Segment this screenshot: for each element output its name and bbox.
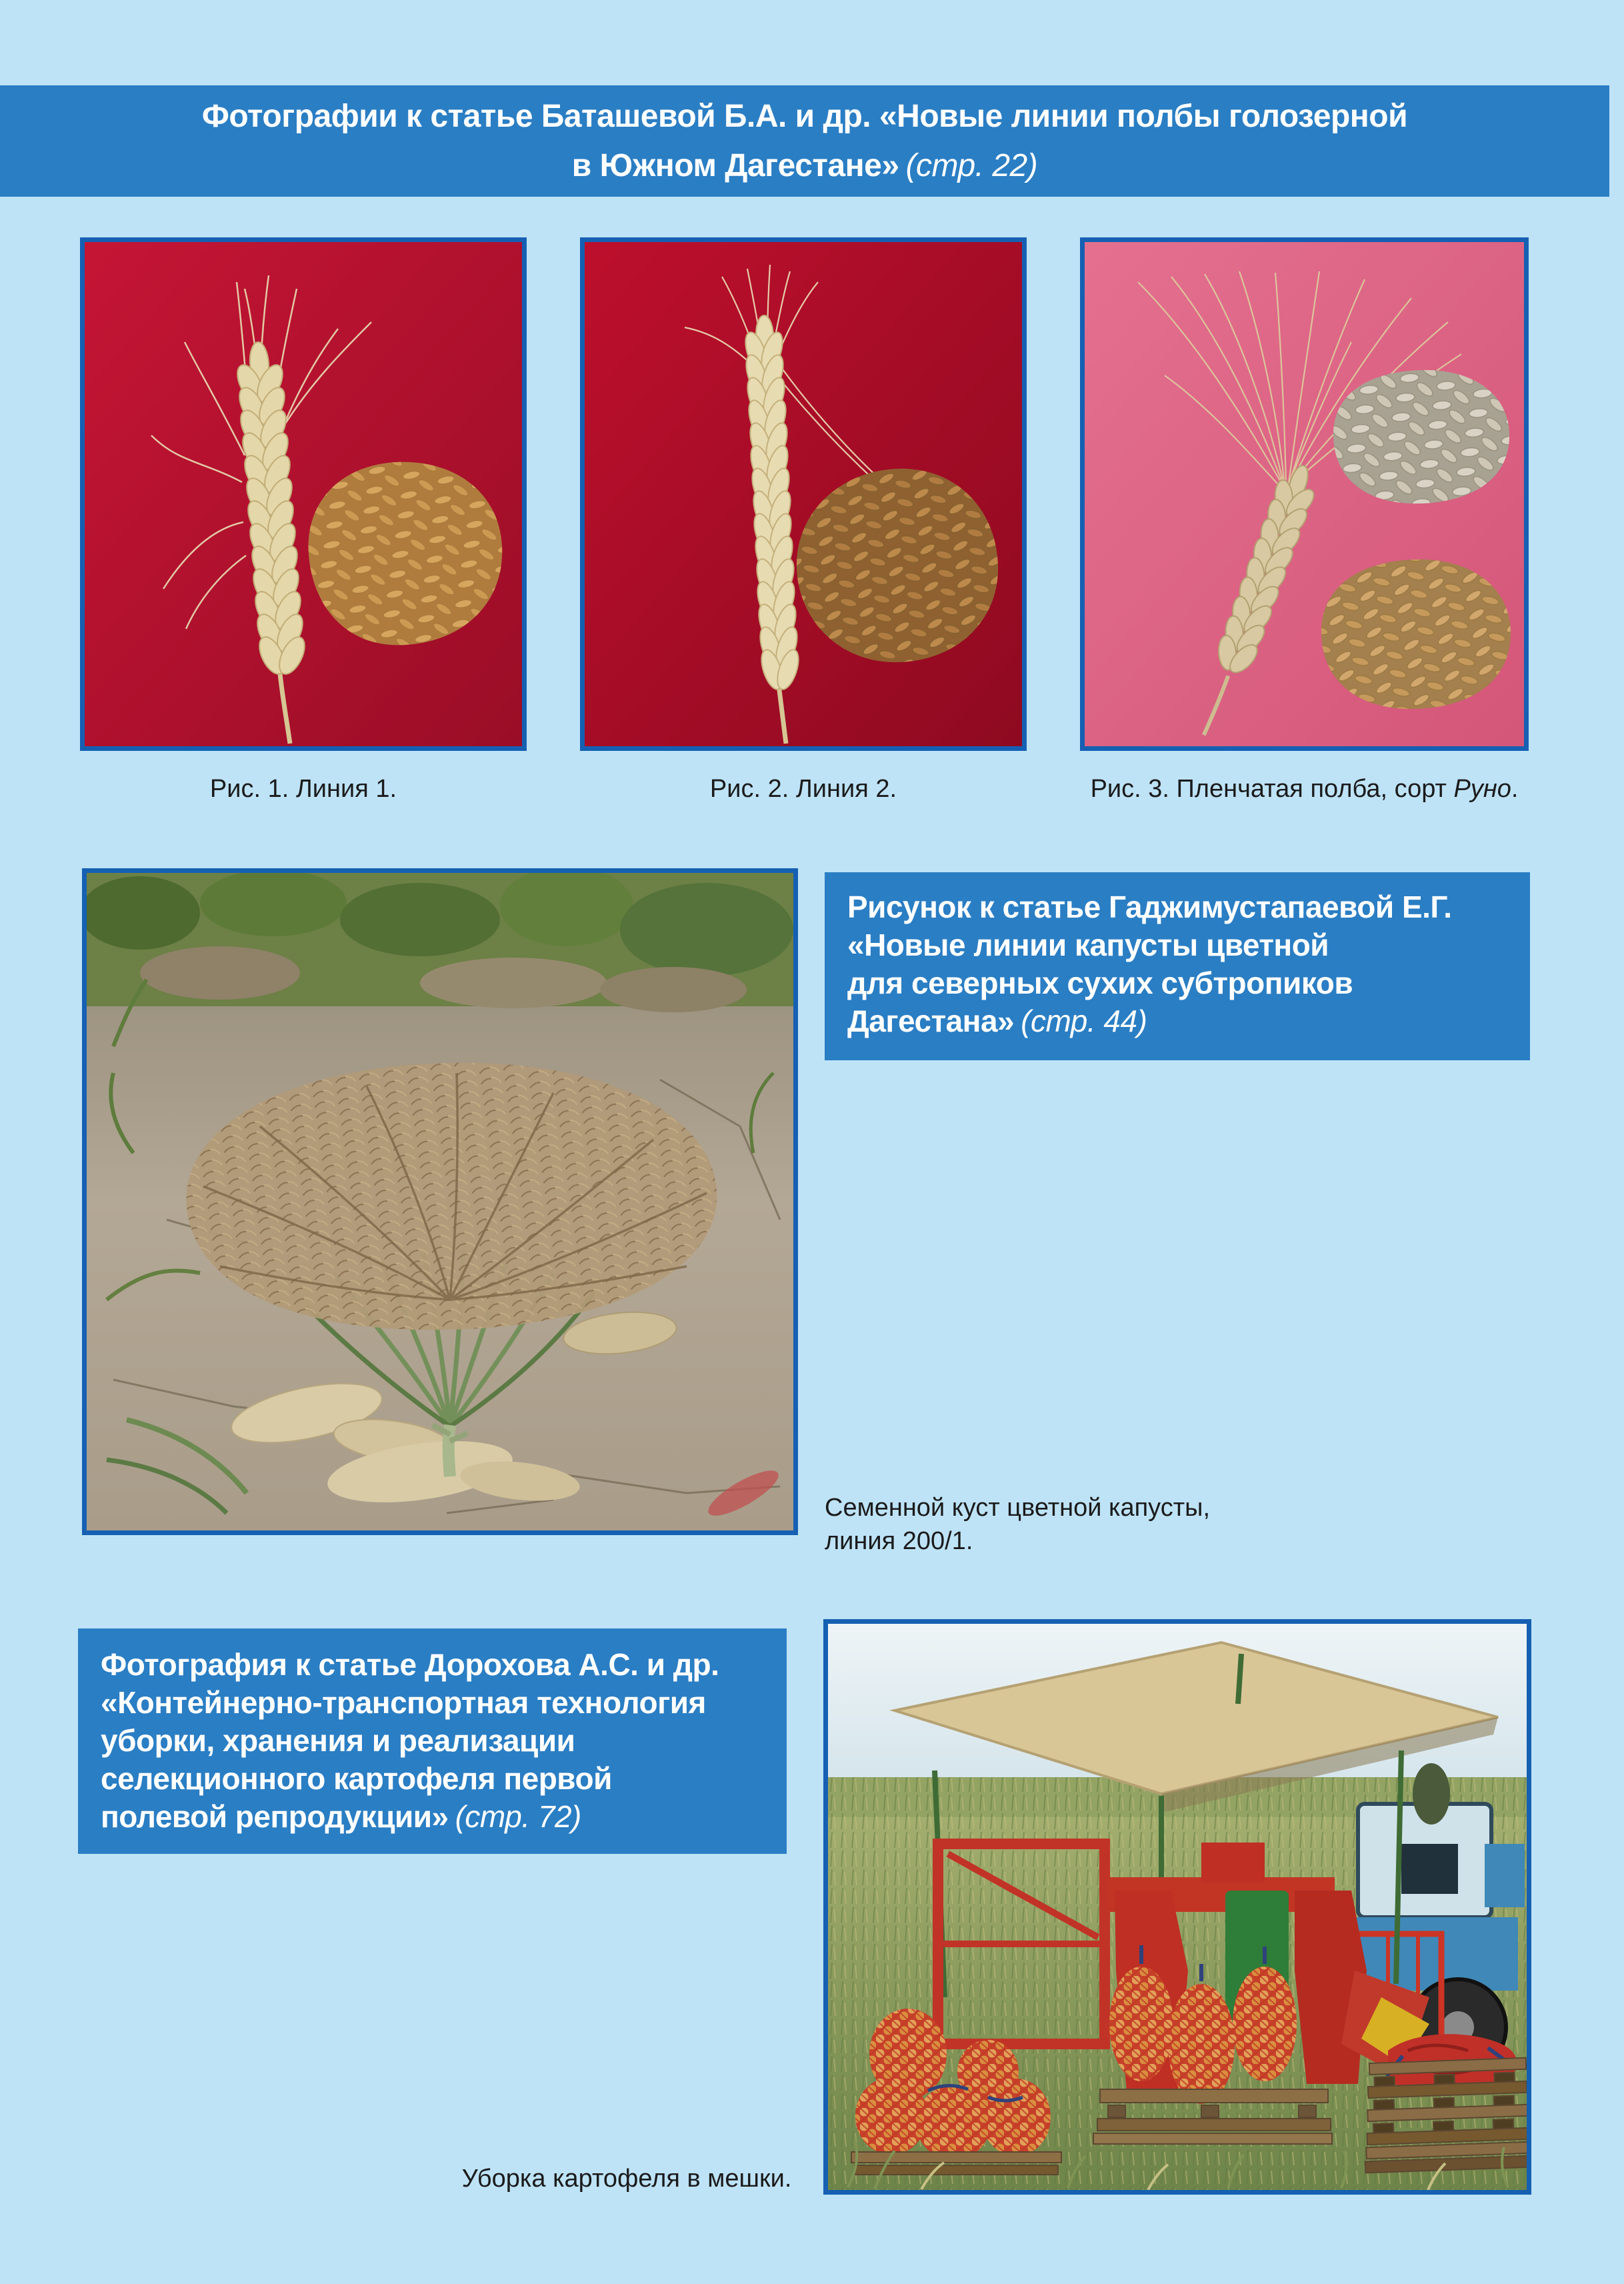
bush-pod-dome: [187, 1063, 717, 1330]
potato-harvest-photo: [823, 1619, 1531, 2195]
fig2-caption: Рис. 2. Линия 2.: [709, 775, 897, 803]
header-title-line2: в Южном Дагестане» (стр. 22): [571, 147, 1038, 183]
grain-pile-illustration: [1321, 559, 1511, 709]
potato-page-ref: (стр. 72): [455, 1799, 581, 1834]
hulled-spikelet-pile-illustration: [1333, 370, 1509, 503]
cabbage-seed-bush-photo: [82, 868, 798, 1535]
spelt-photo-line2: [580, 237, 1027, 751]
grain-pile-illustration: [309, 462, 503, 646]
spelt-line1-illustration: [85, 242, 522, 746]
cabbage-caption: Семенной куст цветной капусты, линия 200/1.: [825, 1494, 1211, 1555]
cabbage-article-box: Рисунок к статье Гаджимустапаевой Е.Г. «Новые линии капусты цветной для северных сухих субтропиков Дагестана» (стр. 44): [825, 872, 1530, 1060]
fig3-caption: Рис. 3. Пленчатая полба, сорт Руно.: [1090, 775, 1519, 803]
variety-name: Руно: [1453, 775, 1511, 803]
cabbage-page-ref: (стр. 44): [1021, 1004, 1147, 1038]
potato-caption: Уборка картофеля в мешки.: [461, 2165, 792, 2193]
header-band: [0, 85, 1609, 197]
spelt-runo-illustration: [1085, 242, 1524, 746]
hanging-bags: [1109, 1945, 1297, 2104]
header-page-ref: (стр. 22): [905, 147, 1038, 183]
header-title-line1: Фотографии к статье Баташевой Б.А. и др. «Новые линии полбы голозерной: [201, 98, 1408, 134]
spelt-line2-illustration: [585, 242, 1022, 746]
grain-pile-illustration: [797, 469, 998, 662]
spelt-photo-line1: [80, 237, 527, 751]
fig1-caption: Рис. 1. Линия 1.: [209, 775, 397, 803]
potato-article-box: Фотография к статье Дорохова А.С. и др. «Контейнерно-транспортная технология уборки, хранения и реализации селекционного картофеля первой полевой репродукции» (стр. 72): [78, 1628, 787, 1854]
harvester-illustration: [828, 1624, 1527, 2190]
spelt-photo-runo: [1080, 237, 1529, 751]
seed-bush-illustration: [87, 873, 793, 1530]
